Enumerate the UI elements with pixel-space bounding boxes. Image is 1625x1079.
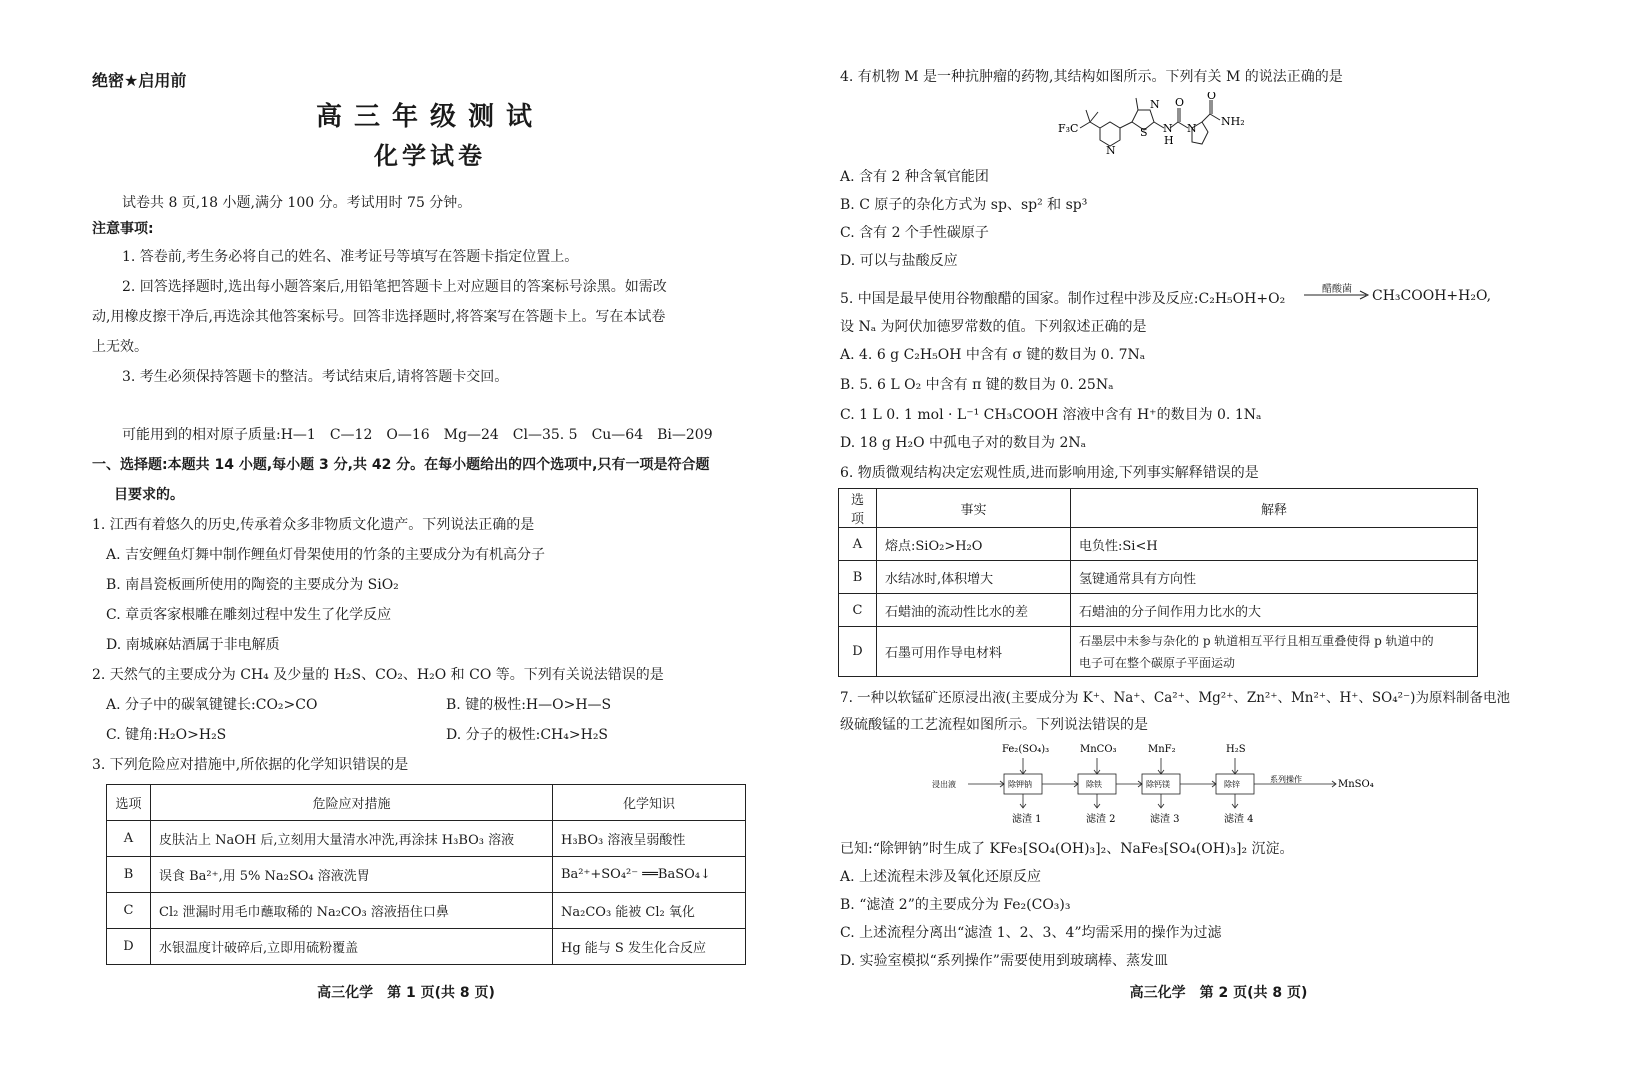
q2-option-d: D. 分子的极性:CH₄>H₂S [446,727,609,743]
section-heading: 一、选择题:本题共 14 小题,每小题 3 分,共 42 分。在每小题给出的四个选项中,只有一项是符合题 [92,457,710,473]
table-row [107,821,746,857]
flow-step: 除锌 [1224,780,1240,789]
flow-step: 除钙镁 [1146,780,1170,789]
notice-item: 2. 回答选择题时,选出每小题答案后,用铅笔把答题卡上对应题目的答案标号涂黑。如需改 [122,279,667,295]
table-cell: H₃BO₃ 溶液呈弱酸性 [553,821,746,857]
flow-step: 除铁 [1086,780,1102,789]
table-row [839,561,1478,594]
flow-reagent: MnCO₃ [1080,744,1117,755]
q1-option-d: D. 南城麻姑酒属于非电解质 [106,637,280,653]
page-footer: 高三化学 第 2 页(共 8 页) [1129,985,1308,1001]
table-cell: A [107,821,151,857]
table-row [839,627,1478,677]
q2-stem: 2. 天然气的主要成分为 CH₄ 及少量的 H₂S、CO₂、H₂O 和 CO 等。下列有关说法错误的是 [92,667,664,683]
table-cell-line: 电子可在整个碳原子平面运动 [1079,655,1236,670]
notice-item: 1. 答卷前,考生务必将自己的姓名、准考证号等填写在答题卡指定位置上。 [122,249,579,265]
table-cell: 石墨可用作导电材料 [877,627,1071,677]
table-cell: 石蜡油的流动性比水的差 [877,594,1071,627]
q7-stem-cont: 级硫酸锰的工艺流程如图所示。下列说法错误的是 [840,717,1148,733]
q1-option-b: B. 南昌瓷板画所使用的陶瓷的主要成分为 SiO₂ [106,577,399,593]
q4-stem: 4. 有机物 M 是一种抗肿瘤的药物,其结构如图所示。下列有关 M 的说法正确的是 [840,69,1343,85]
q4-option-b: B. C 原子的杂化方式为 sp、sp² 和 sp³ [840,197,1088,213]
exam-title: 高三年级测试 [315,102,544,132]
atomic-masses: 可能用到的相对原子质量:H—1 C—12 O—16 Mg—24 Cl—35. 5 Cu—64 Bi—209 [122,427,713,443]
page-footer: 高三化学 第 1 页(共 8 页) [317,985,495,1001]
flow-start: 浸出液 [932,780,956,789]
q5-option-c: C. 1 L 0. 1 mol · L⁻¹ CH₃COOH 溶液中含有 H⁺的数目为 0. 1Nₐ [840,407,1262,423]
section-heading-cont: 目要求的。 [114,487,184,503]
q4-option-d: D. 可以与盐酸反应 [840,253,958,269]
table-header: 选项 [107,785,151,821]
flow-residue: 滤渣 2 [1086,814,1116,825]
table-header: 事实 [877,489,1071,528]
flow-series: 系列操作 [1270,775,1302,784]
q7-known: 已知:“除钾钠”时生成了 KFe₃[SO₄(OH)₃]₂、NaFe₃[SO₄(OH)₃]₂ 沉淀。 [840,841,1294,857]
table-cell: 石蜡油的分子间作用力比水的大 [1071,594,1478,627]
exam-intro: 试卷共 8 页,18 小题,满分 100 分。考试用时 75 分钟。 [122,195,472,211]
structure-label: N [1187,122,1197,135]
table-row [839,528,1478,561]
table-row [107,857,746,893]
table-cell: 误食 Ba²⁺,用 5% Na₂SO₄ 溶液洗胃 [151,857,553,893]
q7-option-d: D. 实验室模拟“系列操作”需要使用到玻璃棒、蒸发皿 [840,953,1168,969]
flow-step: 除钾钠 [1008,780,1032,789]
structure-label: N [1106,144,1116,157]
q3-stem: 3. 下列危险应对措施中,所依据的化学知识错误的是 [92,757,409,773]
q5-option-d: D. 18 g H₂O 中孤电子对的数目为 2Nₐ [840,435,1087,451]
flow-residue: 滤渣 3 [1150,814,1180,825]
table-cell: D [107,929,151,965]
q4-option-a: A. 含有 2 种含氧官能团 [840,169,989,185]
q1-option-a: A. 吉安鲤鱼灯舞中制作鲤鱼灯骨架使用的竹条的主要成分为有机高分子 [106,547,546,563]
q5-stem: 5. 中国是最早使用谷物酿醋的国家。制作过程中涉及反应:C₂H₅OH+O₂ [840,291,1286,307]
table-cell: A [839,528,877,561]
flow-residue: 滤渣 4 [1224,814,1254,825]
q2-option-a: A. 分子中的碳氧键键长:CO₂>CO [106,697,318,713]
structure-label: N [1163,122,1173,135]
table-cell: B [107,857,151,893]
q5-stem-cont: 设 Nₐ 为阿伏加德罗常数的值。下列叙述正确的是 [840,319,1147,335]
process-flow-diagram [932,740,1392,828]
notice-title: 注意事项: [92,221,154,237]
table-cell: B [839,561,877,594]
structure-label: O [1207,92,1217,102]
table-cell [1071,627,1478,677]
table-cell: Na₂CO₃ 能被 Cl₂ 氧化 [553,893,746,929]
table-cell: 皮肤沾上 NaOH 后,立刻用大量清水冲洗,再涂抹 H₃BO₃ 溶液 [151,821,553,857]
table-cell: 氢键通常具有方向性 [1071,561,1478,594]
q1-option-c: C. 章贡客家根雕在雕刻过程中发生了化学反应 [106,607,392,623]
flow-reagent: MnF₂ [1148,744,1176,755]
exam-subtitle: 化学试卷 [374,142,486,170]
q5-option-b: B. 5. 6 L O₂ 中含有 π 键的数目为 0. 25Nₐ [840,377,1114,393]
q5-option-a: A. 4. 6 g C₂H₅OH 中含有 σ 键的数目为 0. 7Nₐ [840,347,1146,363]
table-row [839,594,1478,627]
q5-stem-end: CH₃COOH+H₂O, [1372,288,1492,304]
q7-stem: 7. 一种以软锰矿还原浸出液(主要成分为 K⁺、Na⁺、Ca²⁺、Mg²⁺、Zn²⁺、Mn²⁺、H⁺、SO₄²⁻)为原料制备电池 [840,690,1510,706]
page-2 [812,0,1625,1079]
table-header: 化学知识 [553,785,746,821]
structure-label: O [1175,96,1185,109]
table-cell: Hg 能与 S 发生化合反应 [553,929,746,965]
confidential-label: 绝密★启用前 [92,71,187,90]
q7-option-c: C. 上述流程分离出“滤渣 1、2、3、4”均需采用的操作为过滤 [840,925,1222,941]
q3-table [106,784,746,965]
notice-item: 上无效。 [92,339,148,355]
table-row [107,893,746,929]
table-cell: D [839,627,877,677]
table-cell: 水结冰时,体积增大 [877,561,1071,594]
notice-item: 3. 考生必须保持答题卡的整洁。考试结束后,请将答题卡交回。 [122,369,509,385]
q2-option-c: C. 键角:H₂O>H₂S [106,727,227,743]
page-1 [0,0,812,1079]
q6-stem: 6. 物质微观结构决定宏观性质,进而影响用途,下列事实解释错误的是 [840,465,1259,481]
table-cell: 熔点:SiO₂>H₂O [877,528,1071,561]
flow-reagent: Fe₂(SO₄)₃ [1002,744,1050,755]
table-cell: C [839,594,877,627]
flow-reagent: H₂S [1226,744,1246,755]
structure-label: NH₂ [1221,115,1245,128]
table-cell: Ba²⁺+SO₄²⁻ ══BaSO₄↓ [553,857,746,893]
q2-option-b: B. 键的极性:H—O>H—S [446,697,612,713]
q7-option-a: A. 上述流程未涉及氧化还原反应 [840,869,1042,885]
table-cell-line: 石墨层中未参与杂化的 p 轨道相互平行且相互重叠使得 p 轨道中的 [1079,633,1434,648]
notice-item: 动,用橡皮擦干净后,再选涂其他答案标号。回答非选择题时,将答案写在答题卡上。写在本试卷 [92,309,666,325]
structure-label: F₃C [1058,122,1079,135]
table-cell: 水银温度计破碎后,立即用硫粉覆盖 [151,929,553,965]
structure-label: H [1164,134,1174,147]
table-header: 选项 [839,489,877,528]
table-header: 危险应对措施 [151,785,553,821]
table-cell: C [107,893,151,929]
table-header: 解释 [1071,489,1478,528]
q1-stem: 1. 江西有着悠久的历史,传承着众多非物质文化遗产。下列说法正确的是 [92,517,535,533]
molecule-structure [1052,92,1292,162]
table-cell: Cl₂ 泄漏时用毛巾蘸取稀的 Na₂CO₃ 溶液捂住口鼻 [151,893,553,929]
table-cell: 电负性:Si<H [1071,528,1478,561]
q4-option-c: C. 含有 2 个手性碳原子 [840,225,989,241]
q7-option-b: B. “滤渣 2”的主要成分为 Fe₂(CO₃)₃ [840,897,1071,913]
q6-table [838,488,1478,677]
flow-residue: 滤渣 1 [1012,814,1042,825]
q5-arrow-label: 醋酸菌 [1322,284,1352,295]
structure-label: N [1150,98,1160,111]
reaction-arrow-icon [1304,290,1370,300]
table-row [107,929,746,965]
flow-product: MnSO₄ [1338,779,1374,790]
structure-label: S [1140,126,1148,139]
